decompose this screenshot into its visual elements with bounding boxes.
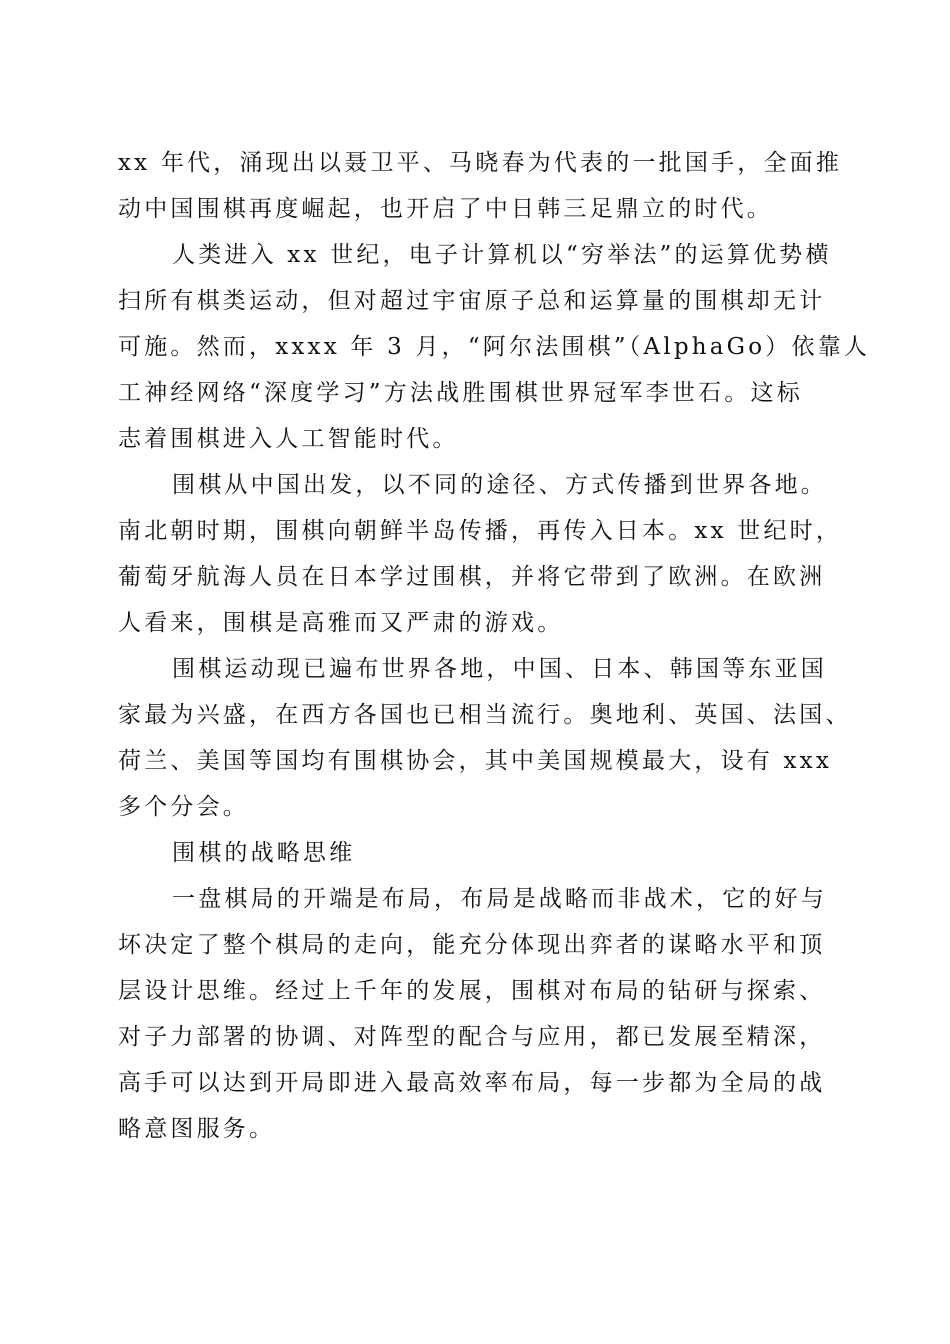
paragraph-start: 围棋运动现已遍布世界各地，中国、日本、韩国等东亚国 [172, 656, 827, 682]
text-line: xx 年代，涌现出以聂卫平、马晓春为代表的一批国手，全面推 [118, 150, 843, 176]
text-line: 葡萄牙航海人员在日本学过围棋，并将它带到了欧洲。在欧洲 [118, 564, 826, 590]
text-line: 对子力部署的协调、对阵型的配合与应用，都已发展至精深， [118, 1024, 826, 1050]
text-line: 略意图服务。 [118, 1116, 276, 1142]
text-line: 志着围棋进入人工智能时代。 [118, 426, 459, 452]
text-line: 人看来，围棋是高雅而又严肃的游戏。 [118, 610, 564, 636]
text-line: 层设计思维。经过上千年的发展，围棋对布局的钻研与探索、 [118, 978, 826, 1004]
text-line: 多个分会。 [118, 794, 249, 820]
text-line: 南北朝时期，围棋向朝鲜半岛传播，再传入日本。xx 世纪时， [118, 518, 843, 544]
text-line: 可施。然而，xxxx 年 3 月，“阿尔法围棋”（AlphaGo）依靠人 [118, 334, 871, 360]
paragraph-start: 围棋从中国出发，以不同的途径、方式传播到世界各地。 [172, 472, 827, 498]
text-line: 荷兰、美国等国均有围棋协会，其中美国规模最大，设有 xxx [118, 748, 833, 774]
text-line: 高手可以达到开局即进入最高效率布局，每一步都为全局的战 [118, 1070, 826, 1096]
text-line: 扫所有棋类运动，但对超过宇宙原子总和运算量的围棋却无计 [118, 288, 826, 314]
text-line: 坏决定了整个棋局的走向，能充分体现出弈者的谋略水平和顶 [118, 932, 826, 958]
paragraph-start: 一盘棋局的开端是布局，布局是战略而非战术，它的好与 [172, 886, 827, 912]
text-line: 家最为兴盛，在西方各国也已相当流行。奥地利、英国、法国、 [118, 702, 852, 728]
text-line: 工神经网络“深度学习”方法战胜围棋世界冠军李世石。这标 [118, 380, 803, 406]
paragraph-start: 人类进入 xx 世纪，电子计算机以“穷举法”的运算优势横 [172, 242, 832, 268]
text-line: 动中国围棋再度崛起，也开启了中日韩三足鼎立的时代。 [118, 196, 773, 222]
section-heading: 围棋的战略思维 [172, 840, 356, 866]
